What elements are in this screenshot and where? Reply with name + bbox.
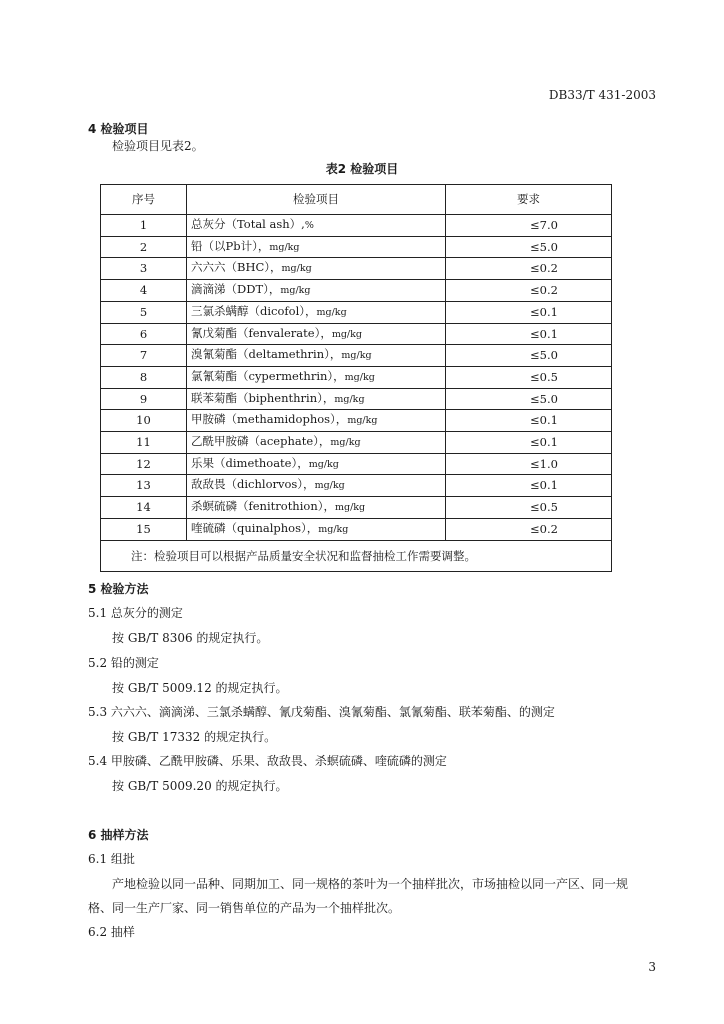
- item-unit: mg/kg: [281, 263, 312, 275]
- row-item: [187, 215, 446, 237]
- section-5-2-text: 按 GB/T 5009.12 的规定执行。: [112, 681, 288, 695]
- row-number: 15: [101, 518, 187, 540]
- row-requirement: ≤0.2: [446, 258, 612, 280]
- row-number: 11: [101, 432, 187, 454]
- section-6-2-title: 6.2 抽样: [88, 925, 135, 939]
- section-4-heading: 4 检验项目: [88, 122, 149, 136]
- item-unit: mg/kg: [334, 393, 365, 405]
- item-name: 氰戊菊酯（fenvalerate），: [191, 325, 332, 340]
- table-row: [101, 475, 612, 497]
- row-requirement: ≤0.1: [446, 410, 612, 432]
- section-5-3-title: 5.3 六六六、滴滴涕、三氯杀螨醇、氰戊菊酯、溴氰菊酯、氯氰菊酯、联苯菊酯、的测定: [88, 705, 555, 719]
- header-requirement: 要求: [446, 185, 612, 215]
- row-requirement: ≤0.1: [446, 432, 612, 454]
- table-row: [101, 388, 612, 410]
- table-row: [101, 497, 612, 519]
- row-item: [187, 301, 446, 323]
- section-6-1-text-line2: 格、同一生产厂家、同一销售单位的产品为一个抽样批次。: [88, 901, 401, 915]
- row-requirement: ≤5.0: [446, 388, 612, 410]
- item-name: 滴滴涕（DDT），: [191, 282, 281, 297]
- table-row: [101, 410, 612, 432]
- table-row: [101, 301, 612, 323]
- section-4-intro: 检验项目见表2。: [112, 139, 204, 153]
- item-unit: mg/kg: [269, 241, 300, 253]
- row-item: [187, 497, 446, 519]
- row-item: [187, 366, 446, 388]
- item-name: 杀螟硫磷（fenitrothion），: [191, 499, 335, 514]
- item-unit: mg/kg: [330, 437, 361, 449]
- item-name: 溴氰菊酯（deltamethrin），: [191, 347, 342, 362]
- row-number: 13: [101, 475, 187, 497]
- row-number: 10: [101, 410, 187, 432]
- row-item: [187, 475, 446, 497]
- row-item: [187, 432, 446, 454]
- section-6-1-title: 6.1 组批: [88, 852, 135, 866]
- table-caption: 表2 检验项目: [325, 162, 399, 176]
- row-number: 6: [101, 323, 187, 345]
- row-item: [187, 280, 446, 302]
- row-item: [187, 518, 446, 540]
- header-item: 检验项目: [187, 185, 446, 215]
- row-requirement: ≤0.5: [446, 497, 612, 519]
- item-name: 乐果（dimethoate），: [191, 455, 309, 470]
- row-item: [187, 410, 446, 432]
- row-requirement: ≤0.1: [446, 301, 612, 323]
- item-unit: mg/kg: [314, 480, 345, 492]
- header-no: 序号: [101, 185, 187, 215]
- row-item: [187, 388, 446, 410]
- item-name: 敌敌畏（dichlorvos），: [191, 477, 315, 492]
- row-number: 3: [101, 258, 187, 280]
- table-row: [101, 323, 612, 345]
- table-note-row: [101, 540, 612, 571]
- document-code: DB33/T 431-2003: [548, 88, 656, 102]
- item-name: 三氯杀螨醇（dicofol），: [191, 303, 317, 318]
- row-item: [187, 258, 446, 280]
- section-5-2-title: 5.2 铅的测定: [88, 656, 159, 670]
- section-6-heading: 6 抽样方法: [88, 828, 149, 842]
- table-row: [101, 215, 612, 237]
- section-5-1-title: 5.1 总灰分的测定: [88, 606, 183, 620]
- row-requirement: ≤0.5: [446, 366, 612, 388]
- item-name: 喹硫磷（quinalphos），: [191, 520, 319, 535]
- table-row: [101, 345, 612, 367]
- item-unit: mg/kg: [347, 415, 378, 427]
- row-number: 14: [101, 497, 187, 519]
- item-name: 联苯菊酯（biphenthrin），: [191, 390, 335, 405]
- item-unit: mg/kg: [280, 285, 311, 297]
- section-5-3-text: 按 GB/T 17332 的规定执行。: [112, 730, 277, 744]
- table-row: [101, 432, 612, 454]
- row-number: 4: [101, 280, 187, 302]
- item-name: 乙酰甲胺磷（acephate），: [191, 434, 331, 449]
- row-requirement: ≤5.0: [446, 236, 612, 258]
- row-item: [187, 236, 446, 258]
- section-5-1-text: 按 GB/T 8306 的规定执行。: [112, 631, 269, 645]
- table-row: [101, 518, 612, 540]
- item-unit: mg/kg: [318, 523, 349, 535]
- row-requirement: ≤0.1: [446, 323, 612, 345]
- item-unit: mg/kg: [331, 328, 362, 340]
- row-number: 12: [101, 453, 187, 475]
- item-name: 氯氰菊酯（cypermethrin），: [191, 368, 345, 383]
- item-name: 甲胺磷（methamidophos），: [191, 412, 348, 427]
- row-number: 8: [101, 366, 187, 388]
- row-number: 7: [101, 345, 187, 367]
- table-header-row: [101, 185, 612, 215]
- item-unit: mg/kg: [341, 350, 372, 362]
- row-number: 5: [101, 301, 187, 323]
- item-unit: mg/kg: [334, 502, 366, 514]
- item-name: 铅（以Pb计），: [191, 238, 270, 253]
- inspection-items-table: [100, 184, 612, 572]
- row-number: 2: [101, 236, 187, 258]
- section-5-4-title: 5.4 甲胺磷、乙酰甲胺磷、乐果、敌敌畏、杀螟硫磷、喹硫磷的测定: [88, 754, 447, 768]
- row-item: [187, 323, 446, 345]
- table-row: [101, 280, 612, 302]
- item-unit: mg/kg: [308, 458, 339, 470]
- row-requirement: ≤5.0: [446, 345, 612, 367]
- row-item: [187, 453, 446, 475]
- row-requirement: ≤0.1: [446, 475, 612, 497]
- table-row: [101, 258, 612, 280]
- row-requirement: ≤7.0: [446, 215, 612, 237]
- item-name: 总灰分（Total ash）,: [191, 217, 305, 231]
- row-requirement: ≤0.2: [446, 518, 612, 540]
- item-unit: mg/kg: [316, 306, 347, 318]
- table-row: [101, 236, 612, 258]
- item-unit: %: [304, 220, 314, 231]
- row-requirement: ≤0.2: [446, 280, 612, 302]
- page-number: 3: [648, 960, 656, 974]
- section-5-4-text: 按 GB/T 5009.20 的规定执行。: [112, 779, 288, 793]
- row-requirement: ≤1.0: [446, 453, 612, 475]
- table-row: [101, 453, 612, 475]
- table-note: 注：检验项目可以根据产品质量安全状况和监督抽检工作需要调整。: [101, 540, 612, 571]
- row-number: 1: [101, 215, 187, 237]
- item-unit: mg/kg: [344, 371, 375, 383]
- row-item: [187, 345, 446, 367]
- section-5-heading: 5 检验方法: [88, 582, 149, 596]
- section-6-1-text-line1: 产地检验以同一品种、同期加工、同一规格的茶叶为一个抽样批次，市场抽检以同一产区、同一规: [112, 877, 629, 891]
- table-row: [101, 366, 612, 388]
- item-name: 六六六（BHC），: [191, 260, 282, 275]
- row-number: 9: [101, 388, 187, 410]
